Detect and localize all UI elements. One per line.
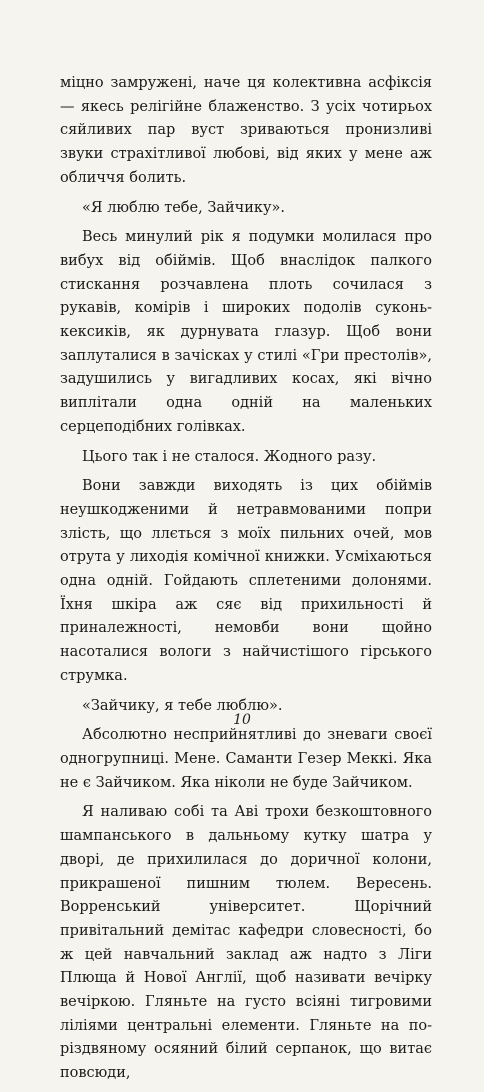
paragraph-2: «Я люблю тебе, Зайчику».: [82, 199, 285, 216]
paragraph-3: Весь минулий рік я подумки молилася про вибух від обіймів. Щоб внаслідок палкого стискання розчавлена плоть сочилася з рукавів, комірів і широких подолів суконь-кексиків, як дурнувата глазур. Щоб вони заплуталися в зачісках у стилі «Гри престолів», задушились у вигадливих косах, які вічно виплітали одна одній на маленьких серцеподібних голівках.: [60, 229, 432, 435]
text-body: [60, 72, 432, 1092]
paragraph-6: «Зайчику, я тебе люблю».: [82, 697, 283, 714]
paragraph-1: міцно замружені, наче ця колективна асфіксія — якесь релігійне блаженство. З усіх чотирьох сяйливих пар вуст зриваються пронизливі звуки страхітливої любові, від яких у мене аж обличчя болить.: [60, 75, 432, 186]
page-number: 10: [233, 712, 251, 728]
paragraph-8: Я наливаю собі та Аві трохи безкоштовного шампанського в дальньому кутку шатра у дворі, де прихилилася до доричної колони, прикрашеної пишним тюлем. Вересень. Ворренський університет. Щорічний привітальний демітас кафедри словесності, бо ж цей навчальний заклад аж надто з Ліги Плюща й Нової Англії, щоб називати вечірку вечіркою. Гляньте на густо всіяні тигровими ліліями центральні елементи. Гляньте на по-різдвяному осяяний білий серпанок, що витає повсюди,: [60, 804, 432, 1082]
paragraph-5: Вони завжди виходять із цих обіймів неушкодженими й нетравмованими попри злість, що ллється з моїх пильних очей, мов отрута у лиходія комічної книжки. Усміхаються одна одній. Гойдають сплетеними долонями. Їхня шкіра аж сяє від прихильності й приналежності, немовби вони щойно насоталися вологи з найчистішого гірського струмка.: [60, 478, 432, 684]
paragraph-7: Абсолютно несприйнятливі до зневаги своєї одногрупниці. Мене. Саманти Гезер Меккі. Яка не є Зайчиком. Яка ніколи не буде Зайчиком.: [60, 727, 432, 791]
paragraph-4: Цього так і не сталося. Жодного разу.: [82, 448, 377, 465]
